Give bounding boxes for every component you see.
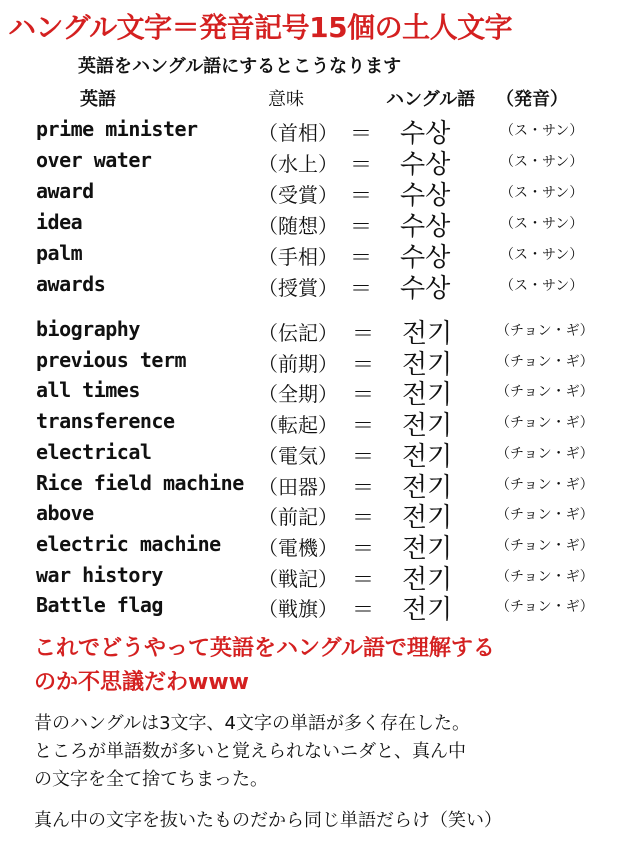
pronunciation: （チョン・ギ） xyxy=(496,507,594,524)
word-row xyxy=(0,532,629,562)
english-word: over water xyxy=(36,148,152,172)
kanji-meaning: （全期） xyxy=(258,382,338,407)
kanji-meaning: （戦記） xyxy=(258,566,338,591)
english-word: Battle flag xyxy=(36,593,163,618)
pronunciation: （チョン・ギ） xyxy=(496,568,594,585)
word-row xyxy=(0,348,629,378)
explanation-last-line: 真ん中の文字を抜いたものだから同じ単語だらけ（笑い） xyxy=(34,810,502,831)
pronunciation: （チョン・ギ） xyxy=(496,445,594,462)
pronunciation: （ス・サン） xyxy=(500,278,584,294)
english-word: prime minister xyxy=(36,117,198,141)
pronunciation: （チョン・ギ） xyxy=(496,353,594,370)
equals-sign: ＝ xyxy=(352,567,375,593)
hangul-word: 수상 xyxy=(400,274,451,304)
page-title: ハングル文字＝発音記号15個の土人文字 xyxy=(8,11,513,44)
word-row xyxy=(0,117,629,147)
english-word: war history xyxy=(36,562,163,587)
word-row xyxy=(0,409,629,442)
hangul-word: 전기 xyxy=(402,472,453,503)
kanji-meaning: （手相） xyxy=(258,245,338,269)
equals-sign: ＝ xyxy=(350,215,373,240)
word-row xyxy=(0,148,629,178)
pronunciation: （チョン・ギ） xyxy=(496,476,594,493)
kanji-meaning: （戦旗） xyxy=(258,597,338,622)
hangul-word: 수상 xyxy=(400,181,451,211)
hangul-word: 수상 xyxy=(400,150,451,180)
explanation-line: 昔のハングルは3文字、4文字の単語が多く存在した。 xyxy=(34,713,471,734)
hangul-word: 전기 xyxy=(402,533,453,564)
kanji-meaning: （受賞） xyxy=(258,183,338,207)
kanji-meaning: （田器） xyxy=(258,474,338,499)
pronunciation: （ス・サン） xyxy=(500,216,584,232)
equals-sign: ＝ xyxy=(350,122,373,147)
kanji-meaning: （前記） xyxy=(258,505,338,530)
equals-sign: ＝ xyxy=(352,475,375,501)
english-word: palm xyxy=(36,241,83,265)
english-word: awards xyxy=(36,272,106,296)
english-word: previous term xyxy=(36,347,187,372)
english-word: transference xyxy=(36,409,175,434)
explanation-line: の文字を全て捨てちまった。 xyxy=(34,769,268,790)
pronunciation: （ス・サン） xyxy=(500,185,584,201)
english-word: above xyxy=(36,501,94,526)
word-row xyxy=(0,210,629,240)
kanji-meaning: （水上） xyxy=(258,152,338,176)
english-word: electric machine xyxy=(36,531,221,556)
word-row xyxy=(0,471,629,501)
kanji-meaning: （前期） xyxy=(258,351,338,376)
kanji-meaning: （授賞） xyxy=(258,276,338,300)
english-word: electrical xyxy=(36,439,152,464)
kanji-meaning: （随想） xyxy=(258,214,338,238)
header-hangul: ハングル語 xyxy=(386,89,476,110)
kanji-meaning: （電機） xyxy=(258,535,338,560)
equals-sign: ＝ xyxy=(352,322,375,347)
kanji-meaning: （電気） xyxy=(258,443,338,468)
kanji-meaning: （転起） xyxy=(258,413,338,438)
hangul-word: 수상 xyxy=(400,243,451,273)
equals-sign: ＝ xyxy=(352,598,375,624)
header-meaning: 意味 xyxy=(268,89,304,110)
hangul-word: 전기 xyxy=(402,441,453,472)
word-row xyxy=(0,501,629,534)
page-subtitle: 英語をハングル語にするとこうなります xyxy=(78,56,402,77)
explanation-text xyxy=(34,710,624,794)
red-message xyxy=(34,632,614,700)
equals-sign: ＝ xyxy=(350,277,373,302)
red-message-line: のか不思議だわwww xyxy=(34,670,249,695)
equals-sign: ＝ xyxy=(350,153,373,178)
word-row xyxy=(0,440,629,470)
pronunciation: （チョン・ギ） xyxy=(496,415,594,432)
english-word: idea xyxy=(36,210,83,234)
equals-sign: ＝ xyxy=(350,246,373,271)
english-word: Rice field machine xyxy=(36,470,244,495)
pronunciation: （チョン・ギ） xyxy=(496,599,594,616)
hangul-word: 수상 xyxy=(400,119,451,149)
kanji-meaning: （伝記） xyxy=(258,321,338,345)
pronunciation: （チョン・ギ） xyxy=(496,537,594,554)
equals-sign: ＝ xyxy=(352,536,375,562)
equals-sign: ＝ xyxy=(352,506,375,532)
word-row xyxy=(0,272,629,302)
equals-sign: ＝ xyxy=(352,444,375,470)
equals-sign: ＝ xyxy=(352,352,375,378)
pronunciation: （チョン・ギ） xyxy=(496,323,594,339)
red-message-line: これでどうやって英語をハングル語で理解する xyxy=(34,636,495,661)
word-row xyxy=(0,179,629,209)
header-english: 英語 xyxy=(80,89,116,110)
kanji-meaning: （首相） xyxy=(258,121,338,145)
pronunciation: （チョン・ギ） xyxy=(496,384,594,401)
english-word: biography xyxy=(36,317,140,341)
hangul-word: 전기 xyxy=(402,349,453,380)
hangul-word: 전기 xyxy=(402,411,453,442)
equals-sign: ＝ xyxy=(352,414,375,440)
hangul-word: 전기 xyxy=(402,380,453,411)
pronunciation: （ス・サン） xyxy=(500,123,584,139)
hangul-word: 전기 xyxy=(402,503,453,534)
word-row xyxy=(0,563,629,593)
hangul-word: 전기 xyxy=(402,319,453,349)
hangul-word: 전기 xyxy=(402,595,453,626)
header-pronunciation: （発音） xyxy=(496,89,568,110)
word-row xyxy=(0,241,629,271)
word-row xyxy=(0,593,629,626)
explanation-line: ところが単語数が多いと覚えられないニダと、真ん中 xyxy=(34,741,466,762)
pronunciation: （ス・サン） xyxy=(500,154,584,170)
equals-sign: ＝ xyxy=(350,184,373,209)
equals-sign: ＝ xyxy=(352,383,375,409)
hangul-word: 전기 xyxy=(402,564,453,595)
pronunciation: （ス・サン） xyxy=(500,247,584,263)
hangul-word: 수상 xyxy=(400,212,451,242)
english-word: all times xyxy=(36,378,140,403)
word-row xyxy=(0,317,629,347)
word-row xyxy=(0,378,629,411)
english-word: award xyxy=(36,179,94,203)
